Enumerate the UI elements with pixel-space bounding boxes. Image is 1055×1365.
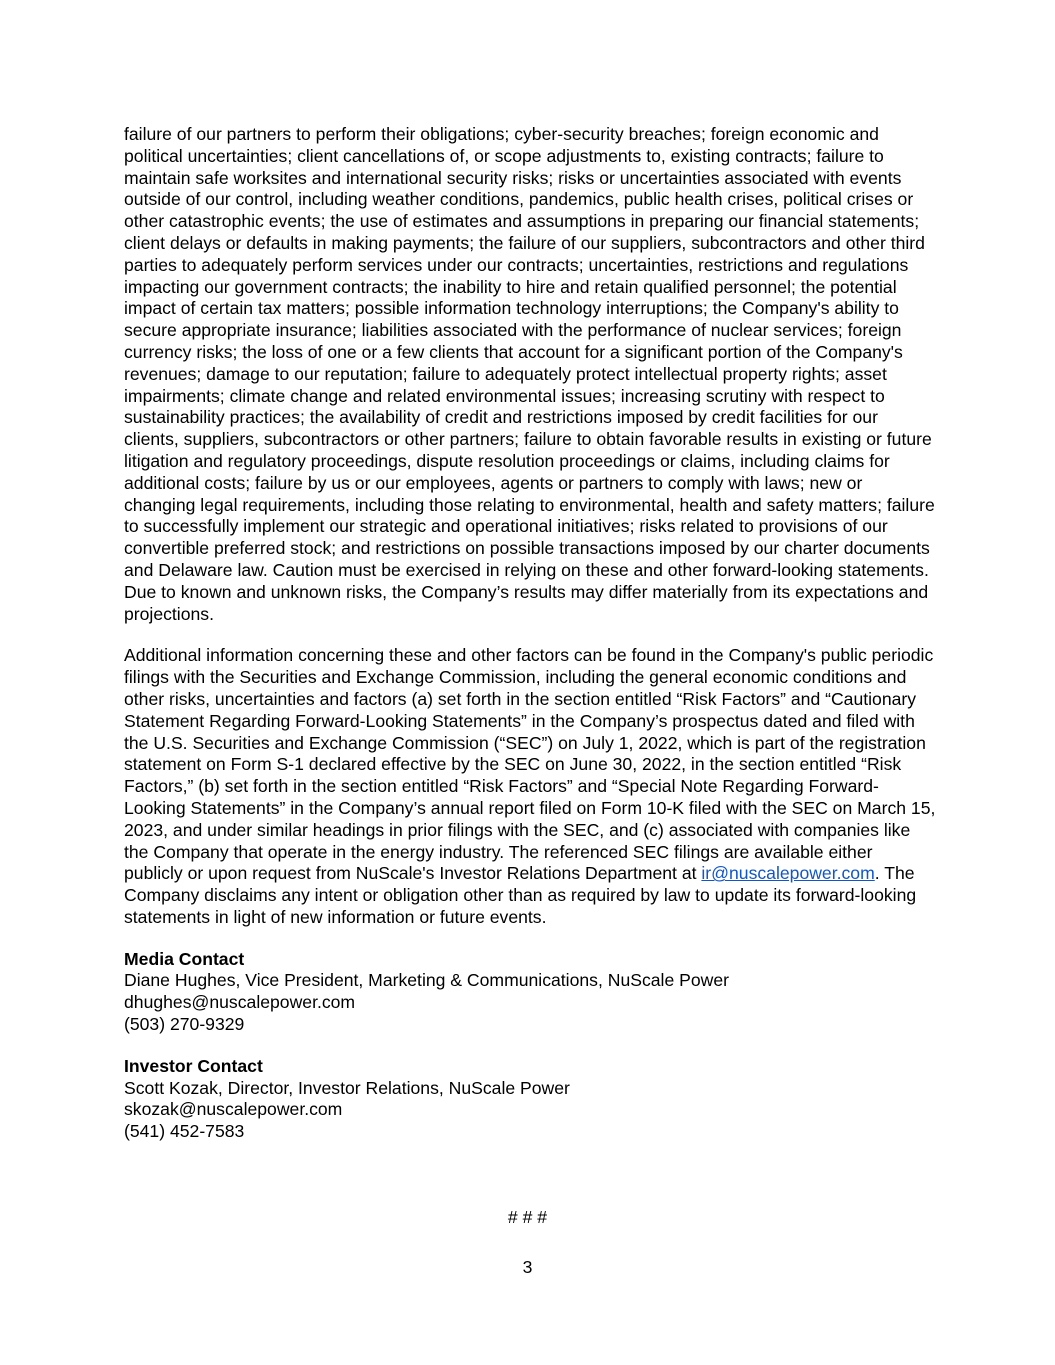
investor-contact-email: skozak@nuscalepower.com: [124, 1099, 343, 1120]
page-number: 3: [522, 1257, 533, 1277]
media-contact-name-title: Diane Hughes, Vice President, Marketing & Communications, NuScale Power: [124, 970, 729, 991]
investor-relations-email-link[interactable]: ir@nuscalepower.com: [701, 863, 875, 884]
investor-contact-block: [124, 1056, 936, 1143]
additional-information-text-end: . The Company disclaims any intent or obligation other than as required by law to update its forward-looking statements in light of new information or future events.: [124, 863, 917, 927]
investor-contact-heading: Investor Contact: [124, 1055, 263, 1076]
investor-contact-phone: (541) 452-7583: [124, 1121, 245, 1142]
investor-contact-name-title: Scott Kozak, Director, Investor Relations, NuScale Power: [124, 1077, 570, 1098]
risk-factors-paragraph: failure of our partners to perform their obligations; cyber-security breaches; foreign economic and political uncertainties; client cancellations of, or scope adjustments to, existing contracts; failure to maintain safe worksites and international security risks; risks or uncertainties associated with events outside of our control, including weather conditions, pandemics, public health crises, political crises or other catastrophic events; the use of estimates and assumptions in preparing our financial statements; client delays or defaults in making payments; the failure of our suppliers, subcontractors and other third parties to adequately perform services under our contracts; uncertainties, restrictions and regulations impacting our government contracts; the inability to hire and retain qualified personnel; the potential impact of certain tax matters; possible information technology interruptions; the Company's ability to secure appropriate insurance; liabilities associated with the performance of nuclear services; foreign currency risks; the loss of one or a few clients that account for a significant portion of the Company's revenues; damage to our reputation; failure to adequately protect intellectual property rights; asset impairments; climate change and related environmental issues; increasing scrutiny with respect to sustainability practices; the availability of credit and restrictions imposed by credit facilities for our clients, suppliers, subcontractors or other partners; failure to obtain favorable results in existing or future litigation and regulatory proceedings, dispute resolution proceedings or claims, including claims for additional costs; failure by us or our employees, agents or partners to comply with laws; new or changing legal requirements, including those relating to environmental, health and safety matters; failure to successfully implement our strategic and operational initiatives; risks related to provisions of our convertible preferred stock; and restrictions on possible transactions imposed by our charter documents and Delaware law. Caution must be exercised in relying on these and other forward-looking statements. Due to known and unknown risks, the Company’s results may differ materially from its expectations and projections.: [124, 124, 935, 624]
media-contact-email: dhughes@nuscalepower.com: [124, 992, 356, 1013]
media-contact-block: [124, 949, 936, 1036]
media-contact-heading: Media Contact: [124, 948, 245, 969]
end-of-release-mark: # # #: [507, 1207, 548, 1227]
additional-information-paragraph: [124, 645, 936, 928]
additional-information-text-start: Additional information concerning these and other factors can be found in the Company's public periodic filings with the Securities and Exchange Commission, including the general economic conditions and other risks, uncertainties and factors (a) set forth in the section entitled “Risk Factors” and “Cautionary Statement Regarding Forward-Looking Statements” in the Company’s prospectus dated and filed with the U.S. Securities and Exchange Commission (“SEC”) on July 1, 2022, which is part of the registration statement on Form S-1 declared effective by the SEC on June 30, 2022, in the section entitled “Risk Factors,” (b) set forth in the section entitled “Risk Factors” and “Special Note Regarding Forward-Looking Statements” in the Company’s annual report filed on Form 10-K filed with the SEC on March 15, 2023, and under similar headings in prior filings with the SEC, and (c) associated with companies like the Company that operate in the energy industry. The referenced SEC filings are available either publicly or upon request from NuScale's Investor Relations Department at: [124, 645, 936, 884]
media-contact-phone: (503) 270-9329: [124, 1014, 245, 1035]
document-content: [124, 124, 936, 1143]
